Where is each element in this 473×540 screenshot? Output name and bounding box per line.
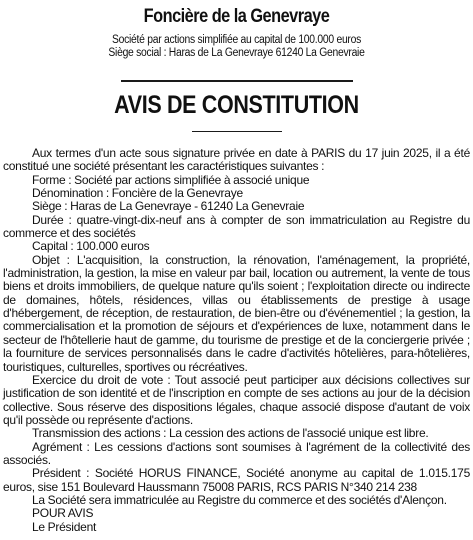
paragraph-capital: Capital : 100.000 euros bbox=[32, 239, 150, 254]
paragraph-denomination: Dénomination : Foncière de la Genevraye bbox=[32, 186, 243, 201]
closing-signatory: Le Président bbox=[32, 519, 97, 534]
registered-office-line: Siège social : Haras de La Genevraye 61240 La Genevraie bbox=[108, 47, 365, 59]
paragraph-preamble: Aux termes d'un acte sous signature privée en date à PARIS du 17 juin 2025, il a été constitué une société présentant les caractéristiques suivantes : bbox=[3, 146, 470, 174]
paragraph-registration: La Société sera immatriculée au Registre du commerce et des sociétés d'Alençon. bbox=[32, 492, 447, 507]
company-type-line: Société par actions simplifiée au capital de 100.000 euros bbox=[111, 34, 361, 46]
company-name: Foncière de la Genevraye bbox=[143, 6, 330, 27]
paragraph-share-transfer: Transmission des actions : La cession des actions de l'associé unique est libre. bbox=[32, 426, 429, 441]
closing-pour-avis: POUR AVIS bbox=[32, 506, 94, 521]
paragraph-form: Forme : Société par actions simplifiée à associé unique bbox=[32, 172, 310, 187]
paragraph-voting-rights: Exercice du droit de vote : Tout associé peut participer aux décisions collectives sur justification de son identité et de l'inscription en compte de ses actions au jour de la décision collective. Sous réserve des dispositions légales, chaque associé dispose d'autant de voix qu'il possède ou représente d'actions. bbox=[3, 372, 470, 427]
paragraph-approval: Agrément : Les cessions d'actions sont soumises à l'agrément de la collectivité des associés. bbox=[3, 439, 470, 467]
paragraph-seat: Siège : Haras de La Genevraye - 61240 La Genevraie bbox=[32, 199, 305, 214]
title-divider bbox=[3, 119, 470, 137]
header-rule bbox=[121, 80, 353, 82]
title-rule bbox=[192, 131, 282, 133]
paragraph-purpose: Objet : L'acquisition, la construction, la rénovation, l'aménagement, la propriété, l'administration, la gestion, la mise en valeur par bail, location ou autrement, la vente de tous biens et droits immobiliers, de quelque nature qu'ils soient ; l'exploitation directe ou indirecte de domaines, hôtels, résidences, villas ou établissements de prestige à usage d'hébergement, de réception, de restauration, de bien-être ou d'événementiel ; la gestion, la commercialisation et la promotion de séjours et d'expériences de luxe, notamment dans le secteur de l'hôtellerie haut de gamme, du tourisme de prestige et de la conciergerie privée ; la fourniture de services personnalisés dans le cadre d'activités hôtelières, para-hôtelières, touristiques, culturelles, sportives ou récréatives. bbox=[3, 252, 470, 374]
notice-body bbox=[3, 147, 470, 534]
paragraph-president: Président : Société HORUS FINANCE, Société anonyme au capital de 1.015.175 euros, sise 151 Boulevard Haussmann 75008 PARIS, RCS PARIS N°340 214 238 bbox=[3, 466, 470, 494]
notice-title: AVIS DE CONSTITUTION bbox=[114, 91, 359, 119]
paragraph-duration: Durée : quatre-vingt-dix-neuf ans à compter de son immatriculation au Registre du commerce et des sociétés bbox=[3, 212, 470, 241]
header-divider bbox=[3, 69, 470, 87]
